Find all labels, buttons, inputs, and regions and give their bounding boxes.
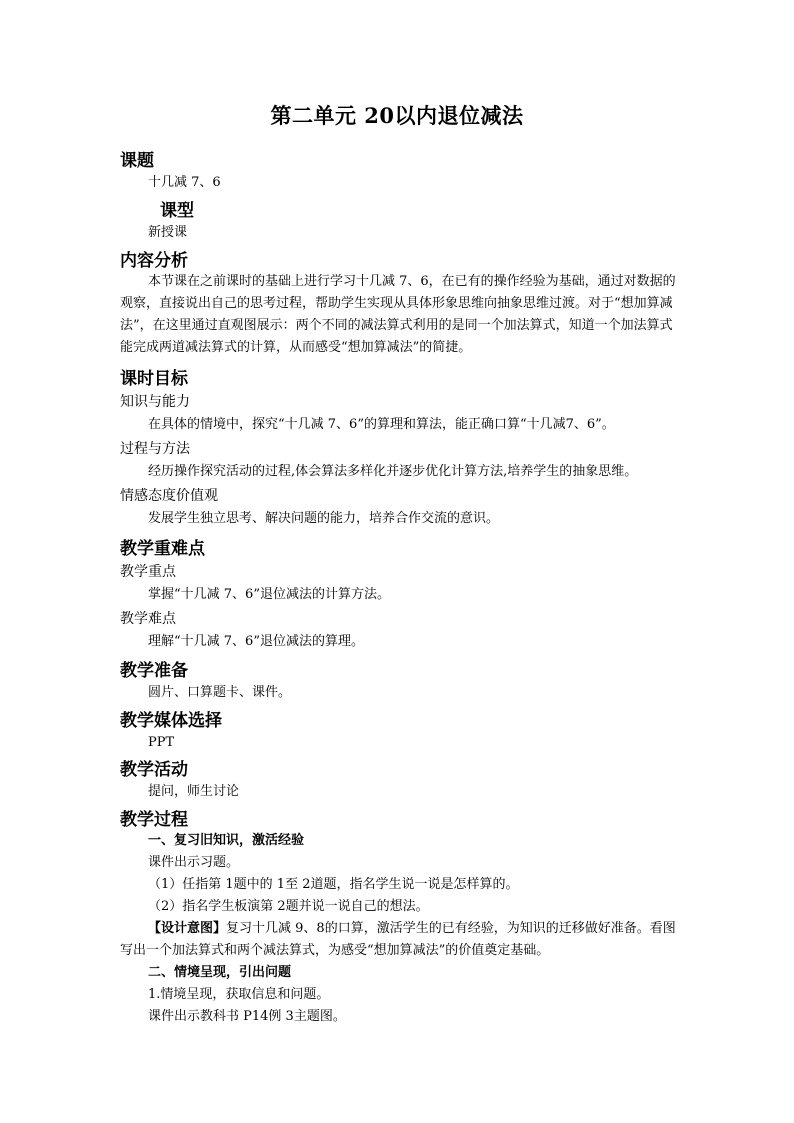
process-label: 过程与方法 <box>120 441 190 457</box>
heading-key-points: 教学重难点 <box>120 539 205 559</box>
step1-line1: 课件出示习题。 <box>148 855 240 870</box>
step2-title: 二、情境呈现，引出问题 <box>148 965 292 980</box>
heading-lesson: 课题 <box>120 151 154 171</box>
step2-line1: 1.情境呈现，获取信息和问题。 <box>148 987 330 1002</box>
lesson-text: 十几减 7、6 <box>148 175 221 190</box>
analysis-text: 本节课在之前课时的基础上进行学习十几减 7、6，在已有的操作经验为基础，通过对数据的观察，直接说出自己的思考过程，帮助学生实现从具体形象思维向抽象思维过渡。对于“想加算减法”，在这里通过直观图展示：两个不同的减法算式利用的是同一个加法算式，知道一个加法算式能完成两道减法算式的计算，从而感受“想加算减法”的简捷。 <box>120 274 676 355</box>
focus-label: 教学重点 <box>120 564 176 580</box>
knowledge-text: 在具体的情境中，探究“十几减 7、6”的算理和算法，能正确口算“十几减7、6”。 <box>148 417 615 432</box>
emotion-text: 发展学生独立思考、解决问题的能力，培养合作交流的意识。 <box>148 511 500 526</box>
design-intent <box>120 918 686 962</box>
design-intent-label: 【设计意图】 <box>148 921 227 936</box>
heading-analysis: 内容分析 <box>120 251 188 271</box>
type-text: 新授课 <box>148 225 188 240</box>
step1-line3: （2）指名学生板演第 2题并说一说自己的想法。 <box>148 899 429 914</box>
step1-line2: （1）任指第 1题中的 1至 2道题，指名学生说一说是怎样算的。 <box>148 877 519 892</box>
heading-preparation: 教学准备 <box>120 661 188 681</box>
design-intent-text: 复习十几减 9、8的口算，激活学生的已有经验，为知识的迁移做好准备。看图写出一个加法算式和两个减法算式，为感受“想加算减法”的价值奠定基础。 <box>120 921 676 958</box>
heading-type: 课型 <box>160 201 194 221</box>
activity-text: 提问，师生讨论 <box>148 784 240 799</box>
difficulty-label: 教学难点 <box>120 611 176 627</box>
page-title: 第二单元 20以内退位减法 <box>270 103 524 128</box>
step2-line2: 课件出示教科书 P14例 3主题图。 <box>148 1009 346 1024</box>
process-text: 经历操作探究活动的过程,体会算法多样化并逐步优化计算方法,培养学生的抽象思维。 <box>148 464 638 479</box>
heading-process: 教学过程 <box>120 810 188 830</box>
preparation-text: 圆片、口算题卡、课件。 <box>148 685 292 700</box>
heading-activity: 教学活动 <box>120 760 188 780</box>
step1-title: 一、复习旧知识，激活经验 <box>148 833 305 848</box>
difficulty-text: 理解“十几减 7、6”退位减法的算理。 <box>148 634 364 649</box>
heading-objectives: 课时目标 <box>120 369 188 389</box>
emotion-label: 情感态度价值观 <box>120 488 218 504</box>
focus-text: 掌握“十几减 7、6”退位减法的计算方法。 <box>148 587 390 602</box>
knowledge-label: 知识与能力 <box>120 394 190 410</box>
media-text: PPT <box>148 735 175 750</box>
heading-media: 教学媒体选择 <box>120 711 222 731</box>
